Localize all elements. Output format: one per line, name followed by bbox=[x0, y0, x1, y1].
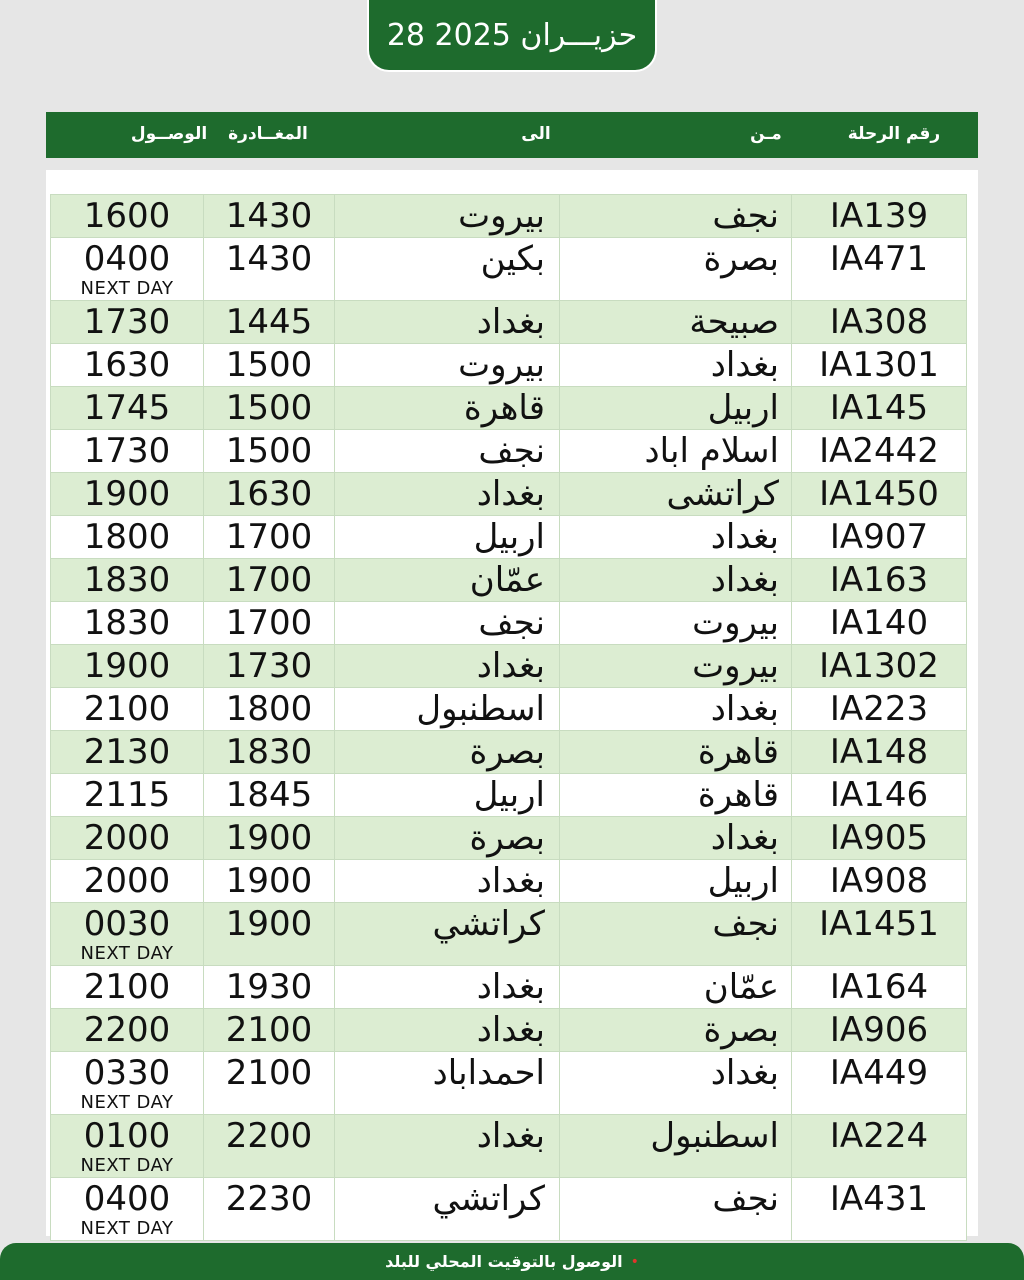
footer-bullet: • bbox=[630, 1253, 639, 1270]
cell-from-value: بيروت bbox=[692, 603, 779, 643]
cell-departure bbox=[204, 774, 335, 817]
cell-from-value: اسطنبول bbox=[650, 1116, 779, 1156]
cell-flight-number-value: IA908 bbox=[829, 861, 929, 901]
cell-arrival-value: 2100 bbox=[83, 689, 171, 729]
cell-from bbox=[560, 903, 792, 966]
cell-flight-number-value: IA308 bbox=[829, 302, 929, 342]
cell-departure-value: 1800 bbox=[225, 689, 313, 729]
cell-departure bbox=[204, 473, 335, 516]
cell-arrival bbox=[51, 602, 204, 645]
cell-departure bbox=[204, 195, 335, 238]
cell-to-value: بغداد bbox=[476, 861, 545, 901]
cell-arrival bbox=[51, 688, 204, 731]
cell-flight-number bbox=[792, 1178, 967, 1241]
cell-arrival bbox=[51, 903, 204, 966]
table-row bbox=[51, 966, 967, 1009]
cell-from bbox=[560, 860, 792, 903]
table-row bbox=[51, 238, 967, 301]
header-from: مـن bbox=[750, 124, 782, 144]
cell-flight-number bbox=[792, 301, 967, 344]
table-row bbox=[51, 195, 967, 238]
table-row bbox=[51, 473, 967, 516]
table-header bbox=[46, 112, 978, 158]
next-day-note: NEXT DAY bbox=[80, 943, 174, 964]
cell-arrival bbox=[51, 731, 204, 774]
cell-from-value: بغداد bbox=[710, 517, 779, 557]
cell-from-value: اسلام اباد bbox=[644, 431, 779, 471]
cell-to-value: بغداد bbox=[476, 967, 545, 1007]
cell-from bbox=[560, 344, 792, 387]
cell-flight-number-value: IA2442 bbox=[819, 431, 939, 471]
cell-from bbox=[560, 731, 792, 774]
cell-departure bbox=[204, 1052, 335, 1115]
table-row bbox=[51, 774, 967, 817]
cell-from bbox=[560, 817, 792, 860]
table-row bbox=[51, 817, 967, 860]
table-row bbox=[51, 559, 967, 602]
cell-arrival-value: 1745 bbox=[83, 388, 171, 428]
cell-flight-number-value: IA145 bbox=[829, 388, 929, 428]
cell-departure-value: 1500 bbox=[225, 345, 313, 385]
cell-departure bbox=[204, 344, 335, 387]
cell-arrival bbox=[51, 301, 204, 344]
cell-departure-value: 1700 bbox=[225, 560, 313, 600]
cell-flight-number bbox=[792, 344, 967, 387]
cell-arrival bbox=[51, 473, 204, 516]
cell-departure-value: 1500 bbox=[225, 388, 313, 428]
cell-to-value: عمّان bbox=[469, 560, 545, 600]
cell-from-value: قاهرة bbox=[697, 732, 779, 772]
cell-flight-number bbox=[792, 387, 967, 430]
cell-arrival-value: 2000 bbox=[83, 818, 171, 858]
cell-from bbox=[560, 602, 792, 645]
cell-arrival-value: 2000 bbox=[83, 861, 171, 901]
cell-from-value: بغداد bbox=[710, 689, 779, 729]
cell-from-value: بصرة bbox=[703, 239, 779, 279]
cell-flight-number-value: IA164 bbox=[829, 967, 929, 1007]
cell-departure bbox=[204, 860, 335, 903]
cell-departure-value: 1900 bbox=[225, 904, 313, 944]
cell-arrival-value: 1630 bbox=[83, 345, 171, 385]
cell-arrival-value: 1830 bbox=[83, 560, 171, 600]
cell-departure-value: 1700 bbox=[225, 517, 313, 557]
table-row bbox=[51, 301, 967, 344]
cell-from-value: بيروت bbox=[692, 646, 779, 686]
cell-from bbox=[560, 516, 792, 559]
cell-flight-number bbox=[792, 903, 967, 966]
cell-departure bbox=[204, 387, 335, 430]
cell-from-value: اربيل bbox=[707, 388, 779, 428]
header-to: الى bbox=[521, 124, 551, 144]
table-row bbox=[51, 430, 967, 473]
cell-to bbox=[335, 559, 560, 602]
cell-arrival bbox=[51, 1052, 204, 1115]
cell-arrival-value: 0030 bbox=[83, 904, 171, 944]
cell-to bbox=[335, 688, 560, 731]
date-badge bbox=[367, 0, 657, 72]
cell-to bbox=[335, 516, 560, 559]
cell-from bbox=[560, 387, 792, 430]
cell-to bbox=[335, 238, 560, 301]
cell-from-value: صبيحة bbox=[689, 302, 779, 342]
flight-rows bbox=[51, 195, 967, 1241]
cell-from bbox=[560, 195, 792, 238]
next-day-note: NEXT DAY bbox=[80, 1092, 174, 1113]
table-row bbox=[51, 387, 967, 430]
cell-to-value: نجف bbox=[478, 603, 545, 643]
cell-to bbox=[335, 903, 560, 966]
cell-from bbox=[560, 1178, 792, 1241]
cell-to bbox=[335, 966, 560, 1009]
cell-arrival-value: 2115 bbox=[83, 775, 171, 815]
cell-flight-number-value: IA139 bbox=[829, 196, 929, 236]
cell-flight-number-value: IA449 bbox=[829, 1053, 929, 1093]
cell-departure-value: 1500 bbox=[225, 431, 313, 471]
cell-departure bbox=[204, 645, 335, 688]
cell-to-value: قاهرة bbox=[463, 388, 545, 428]
next-day-note: NEXT DAY bbox=[80, 278, 174, 299]
cell-flight-number-value: IA471 bbox=[829, 239, 929, 279]
cell-from-value: نجف bbox=[712, 1179, 779, 1219]
cell-to-value: اربيل bbox=[473, 775, 545, 815]
cell-flight-number bbox=[792, 1115, 967, 1178]
cell-from-value: قاهرة bbox=[697, 775, 779, 815]
cell-flight-number-value: IA146 bbox=[829, 775, 929, 815]
cell-to-value: بيروت bbox=[458, 345, 545, 385]
cell-arrival bbox=[51, 516, 204, 559]
cell-to bbox=[335, 1009, 560, 1052]
cell-from bbox=[560, 1052, 792, 1115]
cell-arrival bbox=[51, 344, 204, 387]
cell-departure-value: 1900 bbox=[225, 818, 313, 858]
cell-flight-number-value: IA224 bbox=[829, 1116, 929, 1156]
header-flight-number: رقم الرحلة bbox=[847, 124, 941, 144]
cell-to bbox=[335, 1178, 560, 1241]
cell-to bbox=[335, 344, 560, 387]
cell-departure bbox=[204, 966, 335, 1009]
table-row bbox=[51, 1009, 967, 1052]
cell-flight-number bbox=[792, 559, 967, 602]
cell-flight-number bbox=[792, 774, 967, 817]
cell-to bbox=[335, 195, 560, 238]
cell-from bbox=[560, 688, 792, 731]
cell-arrival bbox=[51, 559, 204, 602]
cell-to bbox=[335, 473, 560, 516]
cell-to-value: بغداد bbox=[476, 302, 545, 342]
cell-departure bbox=[204, 602, 335, 645]
cell-to bbox=[335, 645, 560, 688]
cell-flight-number-value: IA163 bbox=[829, 560, 929, 600]
cell-departure-value: 1845 bbox=[225, 775, 313, 815]
cell-departure bbox=[204, 1009, 335, 1052]
cell-from bbox=[560, 774, 792, 817]
footer-note bbox=[0, 1243, 1024, 1280]
cell-to-value: كراتشي bbox=[432, 1179, 545, 1219]
cell-departure bbox=[204, 1115, 335, 1178]
cell-departure bbox=[204, 238, 335, 301]
next-day-note: NEXT DAY bbox=[80, 1218, 174, 1239]
cell-departure-value: 2100 bbox=[225, 1053, 313, 1093]
cell-from-value: بغداد bbox=[710, 560, 779, 600]
cell-flight-number-value: IA223 bbox=[829, 689, 929, 729]
table-row bbox=[51, 731, 967, 774]
cell-arrival-value: 1730 bbox=[83, 302, 171, 342]
cell-from-value: بغداد bbox=[710, 1053, 779, 1093]
cell-arrival bbox=[51, 430, 204, 473]
cell-from bbox=[560, 1009, 792, 1052]
cell-to bbox=[335, 731, 560, 774]
cell-arrival bbox=[51, 238, 204, 301]
cell-from-value: كراتشى bbox=[666, 474, 779, 514]
cell-to-value: بكين bbox=[480, 239, 545, 279]
cell-from bbox=[560, 301, 792, 344]
cell-departure-value: 1830 bbox=[225, 732, 313, 772]
cell-to bbox=[335, 430, 560, 473]
cell-flight-number bbox=[792, 430, 967, 473]
cell-flight-number-value: IA140 bbox=[829, 603, 929, 643]
cell-departure bbox=[204, 430, 335, 473]
table-row bbox=[51, 1178, 967, 1241]
cell-to-value: كراتشي bbox=[432, 904, 545, 944]
cell-arrival-value: 1900 bbox=[83, 646, 171, 686]
cell-from bbox=[560, 238, 792, 301]
cell-from bbox=[560, 473, 792, 516]
cell-to-value: بصرة bbox=[469, 732, 545, 772]
cell-to-value: اسطنبول bbox=[416, 689, 545, 729]
cell-flight-number bbox=[792, 1052, 967, 1115]
cell-flight-number bbox=[792, 1009, 967, 1052]
cell-to-value: بصرة bbox=[469, 818, 545, 858]
cell-departure-value: 1430 bbox=[225, 196, 313, 236]
cell-flight-number-value: IA1451 bbox=[819, 904, 939, 944]
header-departure: المغــادرة bbox=[228, 124, 308, 144]
cell-to-value: احمداباد bbox=[432, 1053, 545, 1093]
cell-from bbox=[560, 430, 792, 473]
cell-departure-value: 1445 bbox=[225, 302, 313, 342]
schedule-panel bbox=[46, 170, 978, 1239]
cell-arrival-value: 1800 bbox=[83, 517, 171, 557]
cell-departure-value: 1700 bbox=[225, 603, 313, 643]
cell-departure-value: 1630 bbox=[225, 474, 313, 514]
cell-flight-number-value: IA1301 bbox=[819, 345, 939, 385]
table-row bbox=[51, 1052, 967, 1115]
cell-flight-number-value: IA907 bbox=[829, 517, 929, 557]
cell-flight-number bbox=[792, 238, 967, 301]
cell-to-value: نجف bbox=[478, 431, 545, 471]
cell-arrival-value: 2130 bbox=[83, 732, 171, 772]
cell-flight-number bbox=[792, 817, 967, 860]
cell-arrival-value: 2200 bbox=[83, 1010, 171, 1050]
cell-to-value: بغداد bbox=[476, 474, 545, 514]
cell-departure bbox=[204, 688, 335, 731]
cell-to bbox=[335, 1115, 560, 1178]
next-day-note: NEXT DAY bbox=[80, 1155, 174, 1176]
cell-arrival bbox=[51, 645, 204, 688]
cell-from-value: نجف bbox=[712, 904, 779, 944]
cell-arrival bbox=[51, 1178, 204, 1241]
cell-to bbox=[335, 774, 560, 817]
cell-to-value: بيروت bbox=[458, 196, 545, 236]
flight-schedule-table bbox=[50, 194, 967, 1241]
cell-flight-number bbox=[792, 688, 967, 731]
cell-arrival bbox=[51, 195, 204, 238]
cell-to bbox=[335, 1052, 560, 1115]
table-row bbox=[51, 645, 967, 688]
cell-arrival-value: 2100 bbox=[83, 967, 171, 1007]
cell-arrival-value: 1830 bbox=[83, 603, 171, 643]
table-row bbox=[51, 1115, 967, 1178]
cell-arrival-value: 0400 bbox=[83, 239, 171, 279]
cell-arrival-value: 0330 bbox=[83, 1053, 171, 1093]
cell-flight-number-value: IA905 bbox=[829, 818, 929, 858]
cell-from bbox=[560, 966, 792, 1009]
cell-departure bbox=[204, 516, 335, 559]
cell-departure bbox=[204, 903, 335, 966]
cell-to-value: بغداد bbox=[476, 1010, 545, 1050]
cell-arrival bbox=[51, 817, 204, 860]
cell-flight-number-value: IA1302 bbox=[819, 646, 939, 686]
cell-from-value: بغداد bbox=[710, 345, 779, 385]
cell-departure bbox=[204, 817, 335, 860]
cell-departure bbox=[204, 731, 335, 774]
cell-departure bbox=[204, 1178, 335, 1241]
cell-flight-number bbox=[792, 195, 967, 238]
footer-text: الوصول بالتوقيت المحلي للبلد bbox=[385, 1252, 623, 1271]
table-row bbox=[51, 903, 967, 966]
cell-arrival bbox=[51, 387, 204, 430]
cell-arrival-value: 0100 bbox=[83, 1116, 171, 1156]
cell-departure-value: 1930 bbox=[225, 967, 313, 1007]
cell-from-value: بصرة bbox=[703, 1010, 779, 1050]
cell-from bbox=[560, 559, 792, 602]
cell-departure-value: 2100 bbox=[225, 1010, 313, 1050]
cell-arrival-value: 0400 bbox=[83, 1179, 171, 1219]
cell-departure bbox=[204, 301, 335, 344]
cell-flight-number bbox=[792, 731, 967, 774]
cell-flight-number-value: IA148 bbox=[829, 732, 929, 772]
cell-from-value: اربيل bbox=[707, 861, 779, 901]
cell-flight-number bbox=[792, 966, 967, 1009]
cell-to bbox=[335, 387, 560, 430]
table-row bbox=[51, 860, 967, 903]
cell-arrival-value: 1730 bbox=[83, 431, 171, 471]
cell-flight-number bbox=[792, 645, 967, 688]
cell-flight-number-value: IA906 bbox=[829, 1010, 929, 1050]
table-row bbox=[51, 602, 967, 645]
cell-departure-value: 2230 bbox=[225, 1179, 313, 1219]
cell-departure-value: 1730 bbox=[225, 646, 313, 686]
cell-from bbox=[560, 645, 792, 688]
cell-to-value: بغداد bbox=[476, 646, 545, 686]
cell-flight-number-value: IA1450 bbox=[819, 474, 939, 514]
cell-to-value: اربيل bbox=[473, 517, 545, 557]
cell-departure-value: 2200 bbox=[225, 1116, 313, 1156]
cell-arrival bbox=[51, 774, 204, 817]
cell-flight-number bbox=[792, 516, 967, 559]
cell-from bbox=[560, 1115, 792, 1178]
cell-to bbox=[335, 817, 560, 860]
cell-flight-number bbox=[792, 602, 967, 645]
cell-arrival-value: 1900 bbox=[83, 474, 171, 514]
table-row bbox=[51, 516, 967, 559]
cell-flight-number-value: IA431 bbox=[829, 1179, 929, 1219]
table-row bbox=[51, 344, 967, 387]
table-row bbox=[51, 688, 967, 731]
cell-to-value: بغداد bbox=[476, 1116, 545, 1156]
cell-arrival bbox=[51, 1009, 204, 1052]
cell-from-value: بغداد bbox=[710, 818, 779, 858]
cell-arrival bbox=[51, 1115, 204, 1178]
cell-to bbox=[335, 602, 560, 645]
date-label: 28 حزيـــران 2025 bbox=[386, 17, 638, 53]
cell-arrival bbox=[51, 860, 204, 903]
header-arrival: الوصــول bbox=[130, 124, 208, 144]
cell-from-value: نجف bbox=[712, 196, 779, 236]
cell-flight-number bbox=[792, 860, 967, 903]
cell-from-value: عمّان bbox=[703, 967, 779, 1007]
cell-departure bbox=[204, 559, 335, 602]
cell-flight-number bbox=[792, 473, 967, 516]
cell-departure-value: 1430 bbox=[225, 239, 313, 279]
cell-arrival bbox=[51, 966, 204, 1009]
cell-to bbox=[335, 301, 560, 344]
cell-to bbox=[335, 860, 560, 903]
cell-departure-value: 1900 bbox=[225, 861, 313, 901]
cell-arrival-value: 1600 bbox=[83, 196, 171, 236]
